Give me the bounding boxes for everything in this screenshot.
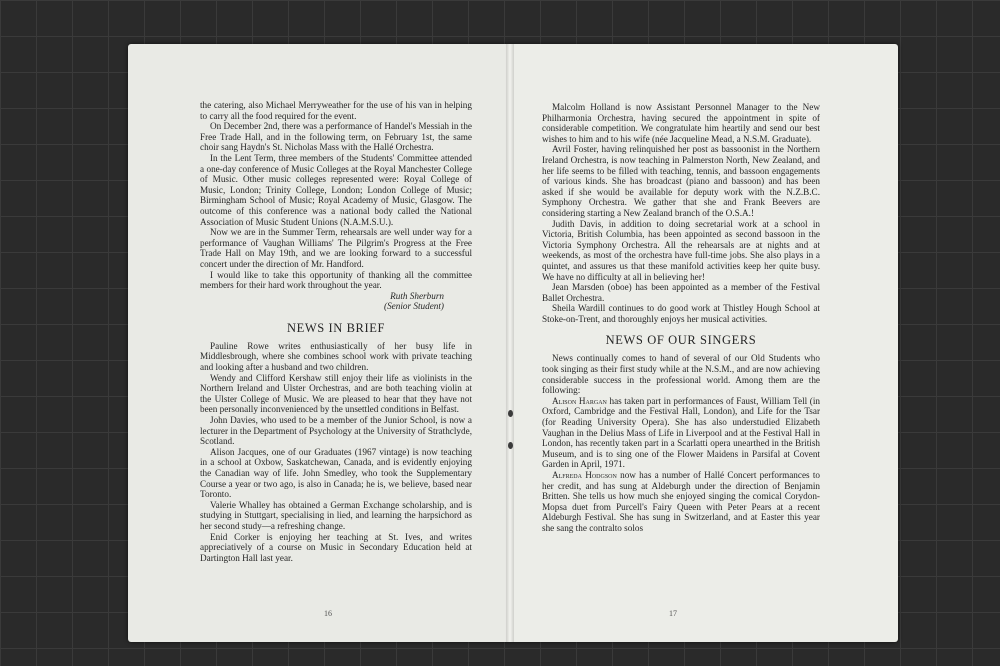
- paragraph: On December 2nd, there was a performance of Handel's Messiah in the Free Trade Hall, and in the following term, on February 1st, the same choir sang Haydn's St. Nicholas Mass with the Hallé Orchestra.: [200, 121, 472, 153]
- paragraph: I would like to take this opportunity of thanking all the committee members for their hard work throughout the year.: [200, 269, 472, 291]
- singer-name: Alison Hargan: [552, 395, 607, 406]
- right-page: [510, 44, 898, 642]
- singer-entry: [542, 396, 820, 470]
- news-item: Enid Corker is enjoying her teaching at St. Ives, and writes appreciatively of a course on Music in Secondary Education held at Dartington Hall last year.: [200, 531, 472, 563]
- news-item: Valerie Whalley has obtained a German Exchange scholarship, and is studying in Stuttgart, specialising in lied, and learning the harpsichord as her second study—a refreshing change.: [200, 499, 472, 531]
- news-item: Wendy and Clifford Kershaw still enjoy their life as violinists in the Northern Ireland and Ulster Orchestras, and are both teaching violin at the Ulster College of Music. We are pleased to hear that they have not been personally inconvenienced by the unsettled conditions in Belfast.: [200, 372, 472, 415]
- section-heading-news-in-brief: NEWS IN BRIEF: [286, 320, 386, 335]
- singer-entry: [542, 470, 820, 534]
- page-number-left: 16: [324, 609, 332, 619]
- paragraph: Avril Foster, having relinquished her post as bassoonist in the Northern Ireland Orchestra, is now teaching in Palmerston North, New Zealand, and her life seems to be filled with teaching, tennis, and bassoon engagements of various kinds. She has broadcast (piano and bassoon) and has been asked if she would be available for deputy work with the N.Z.B.C. Symphony Orchestra. We gather that she and Frank Beevers are considering starting a New Zealand branch of the O.S.A.!: [542, 144, 820, 218]
- section-heading-news-of-our-singers: NEWS OF OUR SINGERS: [605, 333, 757, 348]
- singer-name: Alfreda Hodgson: [552, 470, 617, 480]
- singer-text: now has a number of Hallé Concert performances to her credit, and has sung at Aldeburgh under the direction of Benjamin Britten. She tells us how much she enjoyed singing the comical Corydon-Mopsa duet from Purcell's Fairy Queen with Peter Pears at a recent Aldeburgh Festival. She has sung in Switzerland, and at Easter this year she sang the contralto solos: [542, 470, 821, 533]
- paragraph: In the Lent Term, three members of the Students' Committee attended a one-day conference of Music Colleges at the Royal Manchester College of Music. Other music colleges represented were: Royal College of Music, London; Trinity College, London; London College of Music; Birmingham School of Music; Royal Academy of Music, Glasgow. The outcome of this conference was a national body called the National Association of Music Student Unions (N.A.M.S.U.).: [200, 152, 472, 227]
- paragraph: Jean Marsden (oboe) has been appointed as a member of the Festival Ballet Orchestra.: [542, 282, 820, 303]
- booklet: [128, 44, 898, 644]
- signature-role: (Senior Student): [384, 301, 444, 312]
- left-page-text: [200, 100, 472, 563]
- paragraph: Judith Davis, in addition to doing secretarial work at a school in Victoria, British Columbia, has been appointed as second bassoon in the Victoria Symphony Orchestra. All the rehearsals are at nights and at weekends, as most of the orchestra have full-time jobs. She also plays in a quintet, and assures us that these manifold activities keep her quite busy. We have no difficulty at all in believing her!: [542, 218, 820, 282]
- right-page-text: [542, 102, 820, 534]
- singer-intro: News continually comes to hand of several of our Old Students who took singing as their first study while at the N.S.M., and are now achieving considerable success in the professional world. Among them are the following:: [542, 353, 820, 396]
- staple-hole: [508, 442, 513, 449]
- news-item: John Davies, who used to be a member of the Junior School, is now a lecturer in the Department of Psychology at the University of Strathclyde, Scotland.: [200, 415, 472, 447]
- left-page: [128, 44, 510, 642]
- paragraph: Sheila Wardill continues to do good work at Thistley Hough School at Stoke-on-Trent, and thoroughly enjoys her musical activities.: [542, 303, 820, 324]
- news-item: Alison Jacques, one of our Graduates (1967 vintage) is now teaching in a school at Oxbow, Saskatchewan, Canada, and is evidently enjoying the Canadian way of life. John Smedley, who took the Supplementary Course a year or two ago, is also in Canada; he is, we believe, based near Toronto.: [200, 446, 472, 500]
- paragraph: the catering, also Michael Merryweather for the use of his van in helping to carry all the food required for the event.: [200, 100, 472, 121]
- signature-name: Ruth Sherburn: [390, 290, 444, 301]
- spine: [506, 44, 514, 642]
- news-item: Pauline Rowe writes enthusiastically of her busy life in Middlesbrough, where she combines school work with private teaching and looking after a husband and two children.: [200, 340, 472, 373]
- page-number-right: 17: [669, 609, 677, 619]
- singer-text: has taken part in performances of Faust, William Tell (in Oxford, Cambridge and the Festival Hall, London), and Life for the Tsar (for Reading University Opera). She has also understudied Elizabeth Vaughan in the Delius Mass of Life in Liverpool and at the Festival Hall in London, has recently taken part in a Scarlatti opera unearthed in the British Museum, and is to sing one of the Flower Maidens in Parsifal at Covent Garden in April, 1971.: [542, 395, 820, 470]
- paragraph: Malcolm Holland is now Assistant Personnel Manager to the New Philharmonia Orchestra, having secured the appointment in spite of considerable competition. We congratulate him heartily and send our best wishes to him and to his wife (née Jacqueline Mead, a N.S.M. Graduate).: [542, 102, 820, 144]
- paragraph: Now we are in the Summer Term, rehearsals are well under way for a performance of Vaughan Williams' The Pilgrim's Progress at the Free Trade Hall on May 19th, and we are looking forward to a successful concert under the direction of Mr. Handford.: [200, 227, 472, 269]
- staple-hole: [508, 410, 513, 417]
